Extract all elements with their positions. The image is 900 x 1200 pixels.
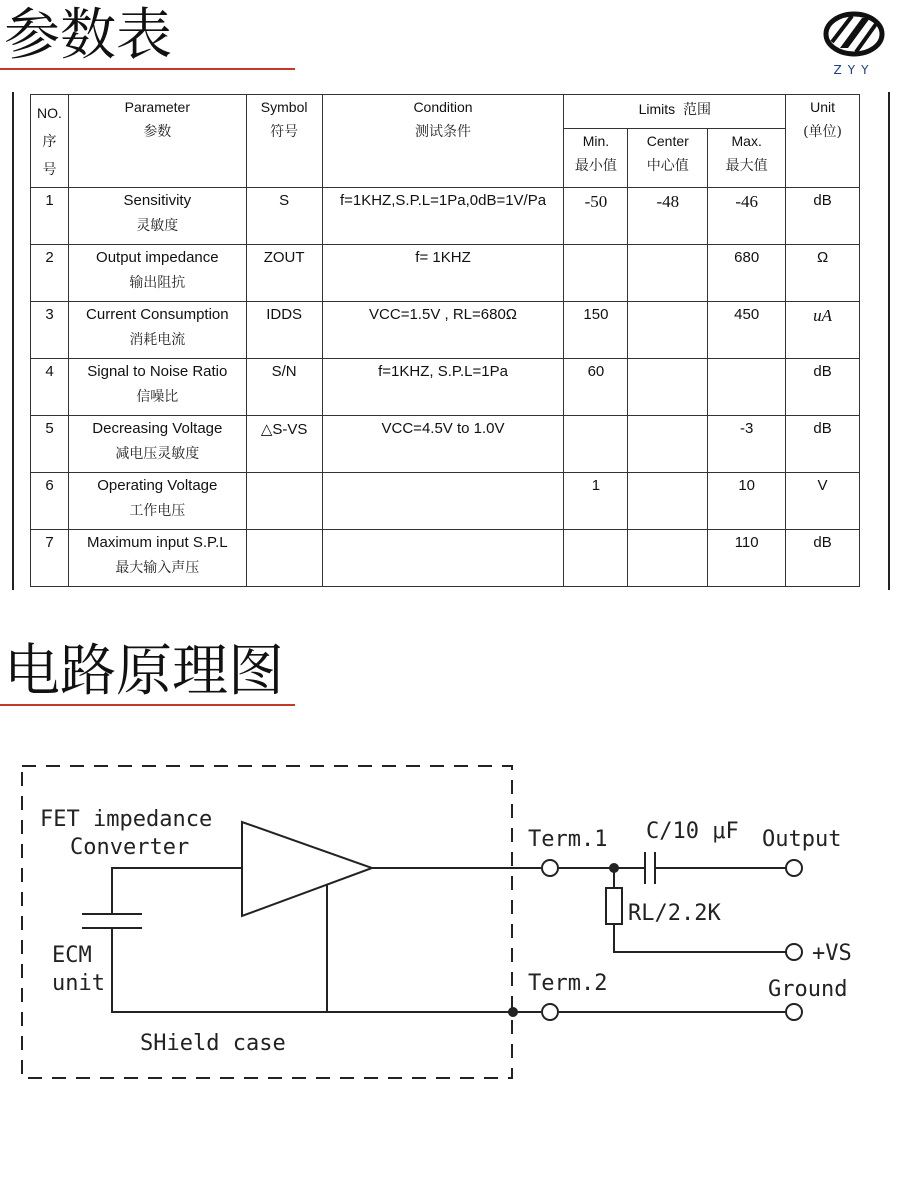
cell-center	[628, 530, 708, 587]
cell-no: 6	[31, 473, 69, 530]
term2-terminal-icon	[542, 1004, 558, 1020]
cell-center	[628, 302, 708, 359]
cell-unit: uA	[786, 302, 860, 359]
fet-label-line2: Converter	[70, 835, 190, 860]
cell-unit: dB	[786, 359, 860, 416]
table-row	[31, 302, 860, 359]
cell-parameter: Operating Voltage 工作电压	[68, 473, 246, 530]
title-underline	[0, 68, 295, 70]
cell-no: 1	[31, 188, 69, 245]
ecm-label-line1: ECM	[52, 943, 92, 968]
cell-center	[628, 359, 708, 416]
header-parameter: Parameter 参数	[68, 95, 246, 188]
cell-no: 5	[31, 416, 69, 473]
cell-unit: Ω	[786, 245, 860, 302]
table-row	[31, 530, 860, 587]
cell-unit: V	[786, 473, 860, 530]
cell-symbol: △S-VS	[246, 416, 322, 473]
header-unit: Unit (单位)	[786, 95, 860, 188]
table-row	[31, 473, 860, 530]
ecm-label-line2: unit	[52, 971, 105, 996]
term1-terminal-icon	[542, 860, 558, 876]
header-symbol: Symbol 符号	[246, 95, 322, 188]
junction-dot	[508, 1007, 518, 1017]
spec-table	[30, 94, 860, 587]
cell-max: 110	[708, 530, 786, 587]
junction-dot	[609, 863, 619, 873]
ground-label: Ground	[768, 977, 848, 1002]
cell-condition: VCC=4.5V to 1.0V	[322, 416, 564, 473]
header-center: Center 中心值	[628, 128, 708, 187]
header-min: Min. 最小值	[564, 128, 628, 187]
header-condition: Condition 测试条件	[322, 95, 564, 188]
cell-min	[564, 245, 628, 302]
cell-no: 7	[31, 530, 69, 587]
cell-parameter: Output impedance 输出阻抗	[68, 245, 246, 302]
shield-case-label: SHield case	[140, 1031, 286, 1056]
table-row	[31, 245, 860, 302]
wire	[614, 924, 786, 952]
header-limits: Limits 范围	[564, 95, 786, 129]
cell-no: 3	[31, 302, 69, 359]
cell-parameter: Decreasing Voltage 减电压灵敏度	[68, 416, 246, 473]
cell-symbol: ZOUT	[246, 245, 322, 302]
vs-label: +VS	[812, 941, 852, 966]
spec-table-frame	[12, 92, 890, 590]
cell-max: -46	[708, 188, 786, 245]
cell-min: 60	[564, 359, 628, 416]
resistor-label: RL/2.2K	[628, 901, 721, 926]
cell-max	[708, 359, 786, 416]
cell-center	[628, 416, 708, 473]
table-row	[31, 416, 860, 473]
cell-condition: f=1KHZ, S.P.L=1Pa	[322, 359, 564, 416]
table-row	[31, 359, 860, 416]
page-title-parameters: 参数表	[4, 3, 172, 68]
cell-center	[628, 473, 708, 530]
cell-condition	[322, 530, 564, 587]
cell-symbol: S/N	[246, 359, 322, 416]
cell-parameter: Current Consumption 消耗电流	[68, 302, 246, 359]
cell-symbol	[246, 530, 322, 587]
resistor-icon	[606, 888, 622, 924]
cell-max: 680	[708, 245, 786, 302]
cell-unit: dB	[786, 416, 860, 473]
wire	[112, 868, 242, 910]
term2-label: Term.2	[528, 971, 608, 996]
cell-center: -48	[628, 188, 708, 245]
cell-symbol: IDDS	[246, 302, 322, 359]
circuit-schematic	[0, 740, 900, 1110]
fet-amplifier-icon	[242, 822, 372, 916]
page-title-circuit: 电路原理图	[4, 639, 284, 704]
header-no: NO. 序 号	[31, 95, 69, 188]
company-logo	[822, 8, 886, 78]
output-terminal-icon	[786, 860, 802, 876]
cell-max: -3	[708, 416, 786, 473]
cell-min: -50	[564, 188, 628, 245]
table-row	[31, 188, 860, 245]
title-underline	[0, 704, 295, 706]
cell-symbol: S	[246, 188, 322, 245]
cell-max: 10	[708, 473, 786, 530]
cell-parameter: Signal to Noise Ratio 信噪比	[68, 359, 246, 416]
cell-min	[564, 416, 628, 473]
cell-min: 1	[564, 473, 628, 530]
cell-center	[628, 245, 708, 302]
header-max: Max. 最大值	[708, 128, 786, 187]
ground-terminal-icon	[786, 1004, 802, 1020]
capacitor-label: C/10 μF	[646, 819, 739, 844]
cell-min: 150	[564, 302, 628, 359]
cell-parameter: Maximum input S.P.L 最大输入声压	[68, 530, 246, 587]
cell-min	[564, 530, 628, 587]
cell-condition: f= 1KHZ	[322, 245, 564, 302]
cell-condition: VCC=1.5V , RL=680Ω	[322, 302, 564, 359]
term1-label: Term.1	[528, 827, 608, 852]
cell-no: 2	[31, 245, 69, 302]
cell-max: 450	[708, 302, 786, 359]
cell-condition: f=1KHZ,S.P.L=1Pa,0dB=1V/Pa	[322, 188, 564, 245]
cell-no: 4	[31, 359, 69, 416]
wire	[112, 928, 513, 1012]
cell-unit: dB	[786, 188, 860, 245]
cell-parameter: Sensitivity 灵敏度	[68, 188, 246, 245]
output-label: Output	[762, 827, 842, 852]
cell-symbol	[246, 473, 322, 530]
table-header-row	[31, 95, 860, 129]
cell-unit: dB	[786, 530, 860, 587]
vs-terminal-icon	[786, 944, 802, 960]
logo-text: ZYY	[833, 63, 875, 77]
fet-label-line1: FET impedance	[40, 807, 213, 832]
cell-condition	[322, 473, 564, 530]
